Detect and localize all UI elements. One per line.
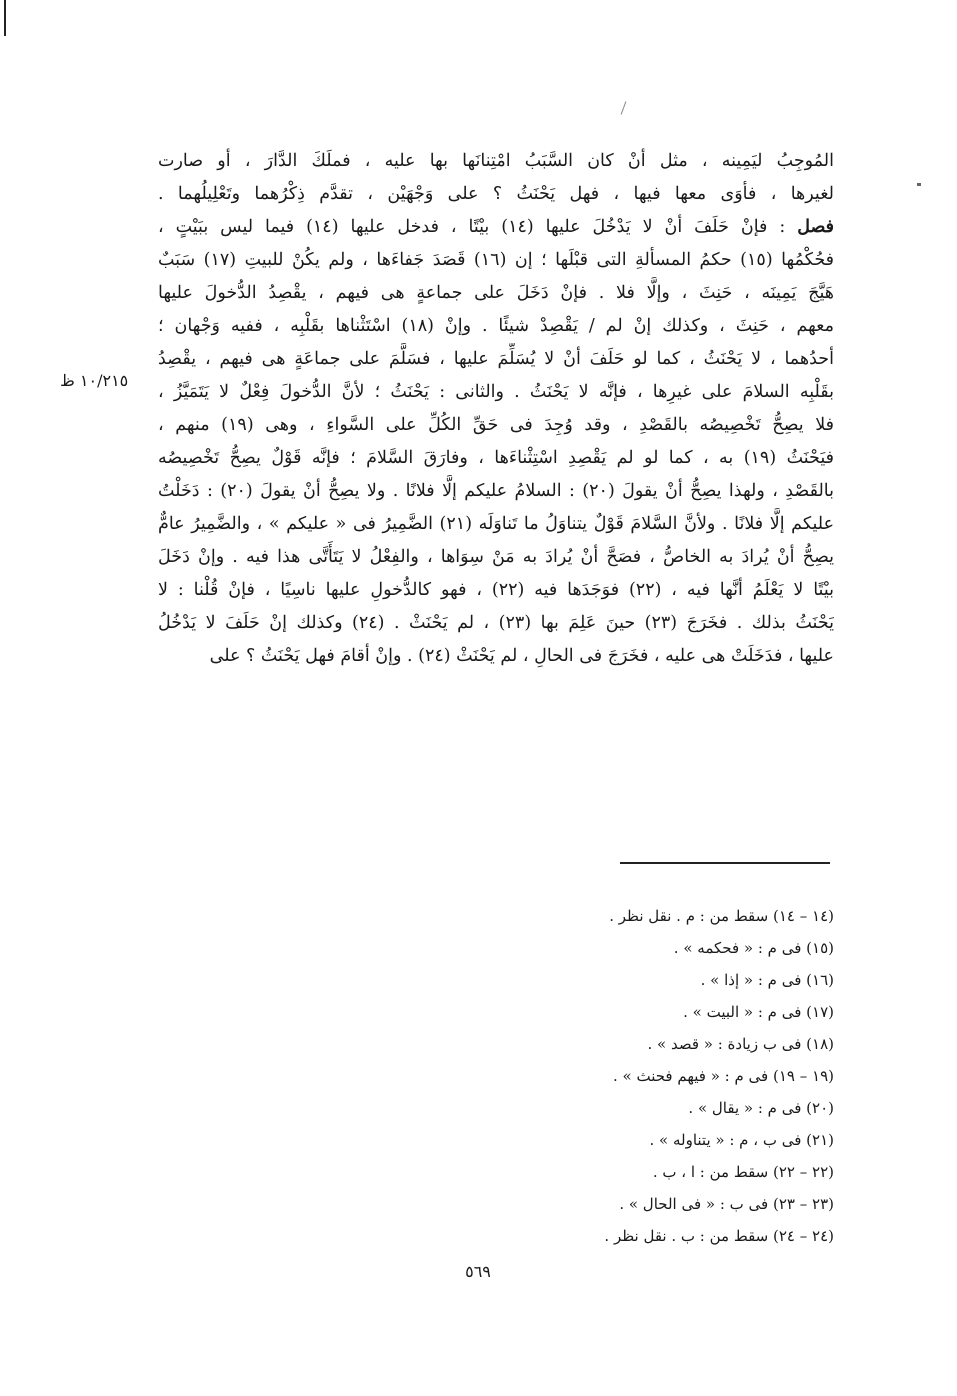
scan-speck (917, 183, 921, 186)
text-line: فصل : فإنْ حَلَفَ أنْ لا يَدْخُلَ عليها (١٤) بيْتًا ، فدخل عليها (١٤) فيما ليس ببَيْتٍ ، (158, 217, 834, 237)
text-line: عليكم إلَّا فلانًا . ولأنَّ السَّلامَ قَوْلٌ يتناوَلُ ما تَناوَلَه (٢١) الضَّمِيرُ فى « عليكم » ، والضَّمِيرُ عامٌّ (158, 514, 834, 534)
footnote: (١٥) فى م : « فحكمه » . (673, 939, 834, 957)
footnote: (٢٣ – ٢٣) فى ب : « فى الحال » . (619, 1195, 834, 1213)
text-line: بيْتًا لا يَعْلَمُ أنَّها فيه ، (٢٢) فوَجَدَها فيه (٢٢) ، فهو كالدُّخولِ عليها ناسِيًا ، فإنْ قُلْنا : لا (158, 580, 834, 600)
marginal-manuscript-reference: ١٠/٢١٥ ظ (60, 371, 129, 390)
footnote: (١٨) فى ب زيادة : « قصد » . (647, 1035, 834, 1053)
text-line: معهم ، حَنِثَ ، وكذلك إنْ لم / يَقْصِدْ شيئًا . وإنْ (١٨) اسْتَثْناها بقَلْبِه ، ففيه وَجْهان ؛ (158, 316, 834, 336)
footnote: (٢١) فى ب ، م : « يتناوله » . (649, 1131, 834, 1149)
main-text (158, 145, 834, 673)
footnotes (360, 900, 834, 1252)
footnote-separator (620, 862, 830, 864)
text-line: بالقَصْدِ ، ولهذا يصِحُّ أنْ يقولَ (٢٠) : السلامُ عليكم إلَّا فلانًا . ولا يصِحُّ أنْ يقولَ (٢٠) : دَخَلْتُ (158, 481, 834, 501)
text-line: أحدُهما ، لا يَحْنَثُ ، كما لو حَلَفَ أنْ لا يُسَلِّمَ عليها ، فسَلَّمَ على جماعَةٍ هى فيهم ، يقْصِدُ (158, 349, 834, 369)
footnote: (١٧) فى م : « البيت » . (683, 1003, 834, 1021)
page-number: ٥٦٩ (465, 1262, 491, 1281)
text-line: عليها ، فدَخَلَتْ هى عليه ، فخَرَجَ فى الحالِ ، لم يَحْنَثْ (٢٤) . وإنْ أقامَ فهل يَحْنَثُ ؟ على (209, 646, 834, 666)
footnote: (١٩ – ١٩) فى م : « فيهم فحنث » . (613, 1067, 834, 1085)
footnote: (٢٢ – ٢٢) سقط من : ا ، ب . (652, 1163, 834, 1181)
text-line: فحُكْمُها (١٥) حكمُ المسألةِ التى قبْلَها ؛ إن (١٦) قَصَدَ جَفاءَها ، ولم يكُنْ للبيتِ (١٧) سَبَبٌ (158, 250, 834, 270)
page-edge-mark (4, 0, 6, 36)
footnote: (٢٤ – ٢٤) سقط من : ب . نقل نظر . (604, 1227, 834, 1245)
footnote: (١٤ – ١٤) سقط من : م . نقل نظر . (609, 907, 834, 925)
text-line: يصِحُّ أنْ يُرادَ به الخاصُّ ، فصَحَّ أنْ يُرادَ به مَنْ سِوَاها ، والفِعْلُ لا يَتَأَتَّى هذا فيه . وإنْ دَخَلَ (158, 547, 834, 567)
text-line: لغيرها ، فأوَى معها فيها ، فهل يَحْنَثُ ؟ على وَجْهَيْن ، تقدَّم ذِكْرُهما وتَعْلِيلُهما . (158, 184, 834, 204)
footnote: (١٦) فى م : « إذا » . (700, 971, 834, 989)
text-line: المُوجِبُ ليَمِينه ، مثل أنْ كان السَّبَبُ امْتِنانَها بها عليه ، فملَكَ الدَّارَ ، أو صارت (158, 151, 834, 171)
text-line: فيَحْنَثُ (١٩) به ، كما لو لم يَقْصِدِ اسْتِثْناءَها ، وفارَقَ السَّلامَ ؛ فإنَّه قَوْلٌ يصِحُّ تَخْصِيصُه (158, 448, 834, 468)
text-line: فلا يصِحُّ تَخْصِيصُه بالقَصْدِ ، وقد وُجِدَ فى حَقِّ الكُلِّ على السَّواءِ ، وهى (١٩) منهم ، (158, 415, 834, 435)
text-line: بقَلْبِه السلامَ على غيرِها ، فإنَّه لا يَحْنَثُ . والثانى : يَحْنَثُ ؛ لأنَّ الدُّخولَ فِعْلٌ لا يَتَمَيَّزُ ، (158, 382, 834, 402)
scan-speck (621, 101, 627, 114)
text-line: هَيَّجَ يَمِينَه ، حَنِثَ ، وإلَّا فلا . فإنْ دَخَلَ على جماعةٍ هى فيهم ، يقْصِدُ الدُّخولَ عليها (158, 283, 834, 303)
section-heading-word: فصل (797, 217, 834, 237)
footnote: (٢٠) فى م : « يقال » . (688, 1099, 834, 1117)
text-line: يَحْنَثُ بذلك . فخَرَجَ (٢٣) حينَ عَلِمَ بها (٢٣) ، لم يَحْنَثْ . (٢٤) وكذلك إنْ حَلَفَ لا يَدْخُلُ (158, 613, 834, 633)
